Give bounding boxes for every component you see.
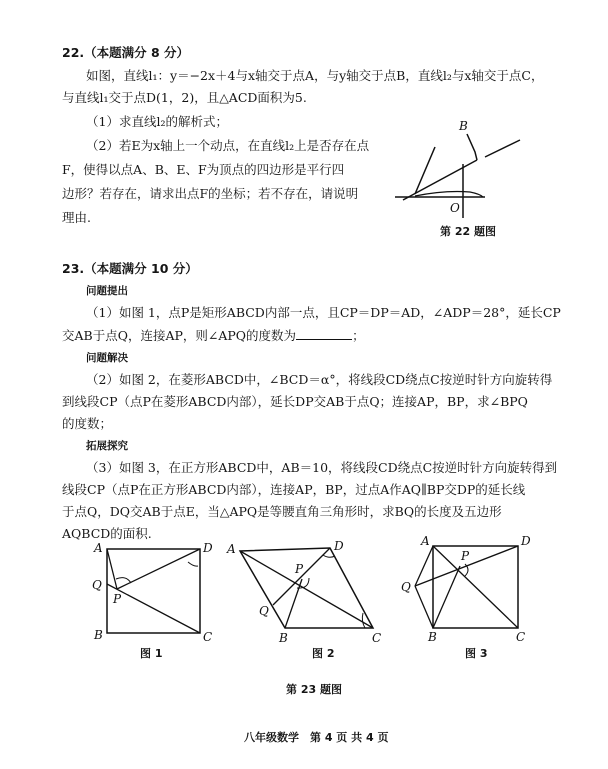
label-b: B bbox=[459, 119, 468, 133]
segment-bp bbox=[433, 566, 460, 628]
label-a: A bbox=[227, 542, 236, 556]
figure-1-caption: 图 1 bbox=[140, 647, 163, 660]
label-p: P bbox=[295, 562, 304, 576]
label-d: D bbox=[521, 534, 531, 548]
q22-header: 22.（本题满分 8 分） bbox=[62, 45, 190, 60]
q22-part2: 边形？若存在，请求出点F的坐标；若不存在，请说明 bbox=[62, 186, 359, 201]
q23-part1-text: 交AB于点Q，连接AP，则∠APQ的度数为 bbox=[62, 328, 297, 343]
segment-dq bbox=[273, 548, 330, 605]
q23-part3: AQBCD的面积. bbox=[62, 526, 152, 541]
section-title-solve: 问题解决 bbox=[86, 352, 128, 364]
segment-ap bbox=[107, 549, 117, 589]
q23-part1-end: ； bbox=[352, 328, 365, 343]
label-p: P bbox=[461, 549, 470, 563]
figure-3-caption: 图 3 bbox=[465, 647, 488, 660]
q22-part2: （2）若E为x轴上一个动点，在直线l₂上是否存在点 bbox=[86, 138, 370, 153]
segment-ac bbox=[433, 546, 518, 628]
label-c: C bbox=[372, 631, 382, 645]
angle-mark bbox=[362, 613, 365, 628]
q23-figures-caption: 第 23 题图 bbox=[286, 683, 342, 696]
q23-part1: （1）如图 1，点P是矩形ABCD内部一点，且CP＝DP＝AD，∠ADP＝28°，延长CP bbox=[86, 305, 561, 320]
section-title-extend: 拓展探究 bbox=[86, 440, 128, 452]
label-c: C bbox=[516, 630, 526, 644]
q23-part2: （2）如图 2，在菱形ABCD中，∠BCD＝α°，将线段CD绕点C按逆时针方向旋转得 bbox=[86, 372, 553, 387]
line-l1 bbox=[403, 160, 477, 200]
q22-figure-caption: 第 22 题图 bbox=[440, 225, 496, 238]
answer-blank[interactable] bbox=[296, 329, 352, 340]
q22-part1: （1）求直线l₂的解析式； bbox=[86, 114, 228, 129]
figure-3 bbox=[395, 534, 555, 644]
label-d: D bbox=[203, 541, 213, 555]
line-to-b bbox=[467, 134, 477, 160]
label-a: A bbox=[421, 534, 430, 548]
label-a: A bbox=[94, 541, 103, 555]
q23-part2: 到线段CP（点P在菱形ABCD内部），延长DP交AB于点Q；连接AP，BP，求∠BPQ bbox=[62, 394, 528, 409]
q23-header: 23.（本题满分 10 分） bbox=[62, 261, 198, 276]
label-b: B bbox=[279, 631, 288, 645]
segment-qb bbox=[415, 586, 433, 628]
q22-figure bbox=[395, 112, 555, 222]
q23-part2: 的度数； bbox=[62, 416, 113, 431]
line-segment bbox=[415, 147, 435, 194]
figure-2-caption: 图 2 bbox=[312, 647, 335, 660]
label-p: P bbox=[113, 592, 122, 606]
x-axis-curve bbox=[415, 192, 483, 198]
label-o: O bbox=[450, 201, 460, 215]
label-b: B bbox=[428, 630, 437, 644]
label-q: Q bbox=[401, 580, 411, 594]
q22-text-line: 与直线l₁交于点D(1，2)，且△ACD面积为5. bbox=[62, 90, 307, 105]
figure-1 bbox=[80, 541, 240, 645]
figure-2 bbox=[225, 539, 395, 645]
q23-part1-line2 bbox=[62, 329, 365, 343]
label-d: D bbox=[334, 539, 344, 553]
label-q: Q bbox=[259, 604, 269, 618]
q22-part2: F，使得以点A、B、E、F为顶点的四边形是平行四 bbox=[62, 162, 345, 177]
label-q: Q bbox=[92, 578, 102, 592]
q23-part3: 于点Q，DQ交AB于点E，当△APQ是等腰直角三角形时，求BQ的长度及五边形 bbox=[62, 504, 502, 519]
angle-mark bbox=[188, 562, 198, 566]
q22-text-line: 如图，直线l₁：y＝−2x＋4与x轴交于点A，与y轴交于点B，直线l₂与x轴交于点C， bbox=[86, 68, 544, 83]
q23-part3: 线段CP（点P在正方形ABCD内部），连接AP，BP，过点A作AQ∥BP交DP的延长线 bbox=[62, 482, 526, 497]
label-b: B bbox=[94, 628, 103, 642]
segment-bp bbox=[285, 579, 302, 628]
label-c: C bbox=[203, 630, 213, 644]
q23-part3: （3）如图 3，在正方形ABCD中，AB＝10，将线段CD绕点C按逆时针方向旋转得到 bbox=[86, 460, 558, 475]
section-title-problem: 问题提出 bbox=[86, 285, 128, 297]
page-footer: 八年级数学 第 4 页 共 4 页 bbox=[244, 731, 389, 744]
line-l1-upper bbox=[485, 140, 520, 157]
segment-dp bbox=[117, 549, 200, 589]
q22-part2: 理由. bbox=[62, 210, 91, 225]
angle-mark bbox=[116, 578, 131, 583]
